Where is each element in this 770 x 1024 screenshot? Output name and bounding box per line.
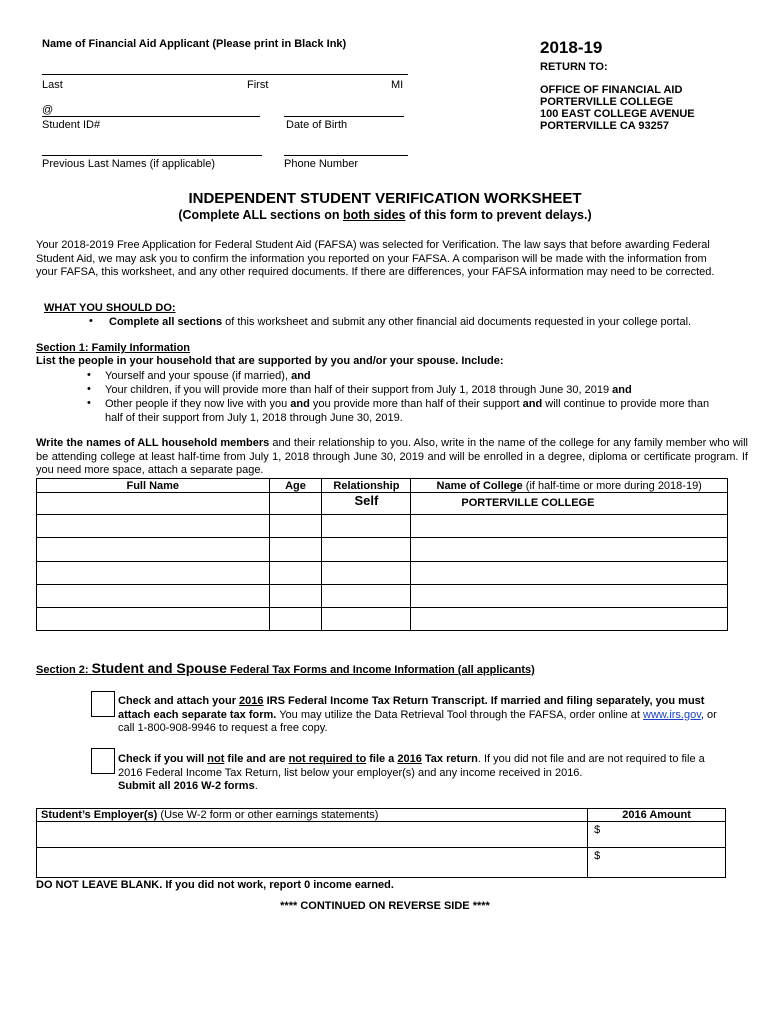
address-line: 100 EAST COLLEGE AVENUE (540, 108, 695, 120)
name-cell[interactable] (37, 515, 270, 538)
dollar-sign: $ (594, 824, 601, 836)
section1-lead (36, 355, 504, 367)
address-line: OFFICE OF FINANCIAL AID (540, 84, 683, 96)
bullet-icon: • (87, 369, 91, 381)
col-college (411, 479, 728, 493)
opt2-b: file and are (224, 753, 289, 765)
table-row (37, 562, 728, 585)
continued-note: **** CONTINUED ON REVERSE SIDE **** (280, 900, 490, 912)
page-title: INDEPENDENT STUDENT VERIFICATION WORKSHEET (188, 190, 582, 207)
b1-bold: and (291, 370, 311, 382)
table-header-row (37, 809, 726, 822)
opt2-d: Tax return (421, 753, 478, 765)
amount-cell[interactable] (588, 848, 726, 878)
transcript-checkbox[interactable] (91, 691, 115, 717)
bullet-rest: of this worksheet and submit any other financial aid documents requested in your college portal. (222, 316, 692, 328)
return-address (540, 84, 695, 132)
table-row (37, 608, 728, 631)
name-cell[interactable] (37, 562, 270, 585)
relationship-cell[interactable] (322, 608, 411, 631)
applicant-name-label: Name of Financial Aid Applicant (Please print in Black Ink) (42, 38, 347, 50)
student-id-label: Student ID# (42, 119, 101, 131)
name-cell[interactable] (37, 538, 270, 562)
mi-label: MI (391, 79, 404, 91)
address-line: PORTERVILLE COLLEGE (540, 96, 674, 108)
college-cell[interactable] (411, 608, 728, 631)
amount-cell[interactable] (588, 822, 726, 848)
b3-b: you provide more than half of their support (309, 398, 523, 410)
address-line: PORTERVILLE CA 93257 (540, 120, 669, 132)
table-row (37, 585, 728, 608)
opt1-d: , or call 1-800-908-9946 to request a free copy. (118, 708, 717, 734)
college-cell: PORTERVILLE COLLEGE (411, 493, 728, 515)
b3-and1: and (290, 398, 310, 410)
household-bullet-2 (105, 384, 632, 396)
age-cell[interactable] (269, 515, 322, 538)
what-to-do-heading: WHAT YOU SHOULD DO: (44, 302, 176, 314)
b2-text: Your children, if you will provide more than half of their support from July 1, 2018 through June 30, 2019 (105, 384, 613, 396)
col-employer (37, 809, 588, 822)
prev-names-input-line[interactable] (42, 155, 262, 156)
not-filing-option-text (118, 753, 732, 794)
b1-text: Yourself and your spouse (if married), (105, 370, 292, 382)
opt2-period: . (254, 780, 258, 792)
age-cell[interactable] (269, 562, 322, 585)
name-cell[interactable] (37, 585, 270, 608)
col-full-name: Full Name (37, 479, 270, 493)
opt2-c: file a (366, 753, 398, 765)
s2-pre: Section 2: (36, 664, 92, 676)
relationship-cell[interactable] (322, 585, 411, 608)
dob-input-line[interactable] (284, 116, 404, 117)
lead-rest: . Include: (455, 355, 504, 367)
opt2-notreq: not required to (288, 753, 367, 765)
household-instructions (36, 437, 748, 478)
opt1-a: Check and attach your (118, 695, 240, 707)
opt1-c: You may utilize the Data Retrieval Tool through the FAFSA, order online at (276, 708, 644, 721)
name-cell[interactable] (37, 493, 270, 515)
college-cell[interactable] (411, 585, 728, 608)
write-rest: and their relationship to you. Also, write in the name of the college for any family member who will be attending college at least half-time from July 1, 2018 through June 30, 2019 and will be enrolled in a degree, diploma or certificate program. If you need more space, attach a separate page. (36, 437, 749, 476)
opt2-e: . If you did not file and are not required to file a 2016 Federal Income Tax Return, list below your employer(s) and any income received in 2016. (118, 753, 705, 779)
phone-label: Phone Number (284, 158, 358, 170)
relationship-cell: Self (322, 493, 411, 515)
s2-big: Student and Spouse (91, 660, 227, 676)
household-table (36, 478, 728, 631)
table-row (37, 515, 728, 538)
col-amount: 2016 Amount (588, 809, 726, 822)
section1-heading: Section 1: Family Information (36, 342, 191, 354)
transcript-option-text (118, 695, 732, 736)
opt1-year: 2016 (239, 695, 264, 707)
section2-heading (36, 660, 535, 676)
college-header-rest: (if half-time or more during 2018-19) (522, 479, 702, 492)
return-to-label: RETURN TO: (540, 61, 608, 73)
employer-header-rest: (Use W-2 form or other earnings statements) (157, 809, 379, 821)
employer-table (36, 808, 726, 878)
subtitle-text-end: of this form to prevent delays.) (405, 208, 592, 222)
dollar-sign: $ (594, 850, 601, 862)
what-to-do-item (109, 316, 729, 328)
relationship-cell[interactable] (322, 515, 411, 538)
name-input-line[interactable] (42, 74, 408, 75)
page-subtitle (0, 208, 770, 222)
age-cell[interactable] (269, 585, 322, 608)
table-header-row (37, 479, 728, 493)
year-label: 2018-19 (540, 38, 603, 57)
subtitle-text: (Complete ALL sections on (178, 208, 343, 222)
prev-names-label: Previous Last Names (if applicable) (42, 158, 216, 170)
dob-label: Date of Birth (286, 119, 348, 131)
subtitle-underlined: both sides (342, 208, 406, 222)
phone-input-line[interactable] (284, 155, 408, 156)
write-bold: Write the names of ALL household members (36, 437, 270, 449)
student-id-input-line[interactable] (42, 116, 260, 117)
opt2-submit: Submit all 2016 W-2 forms (118, 780, 255, 792)
last-name-label: Last (42, 79, 63, 91)
college-cell[interactable] (411, 515, 728, 538)
college-header-bold: Name of College (436, 479, 523, 492)
employer-cell[interactable] (37, 822, 588, 848)
irs-link[interactable]: www.irs.gov (643, 708, 701, 721)
relationship-cell[interactable] (322, 538, 411, 562)
employer-cell[interactable] (37, 848, 588, 878)
opt1-b: IRS Federal Income Tax Return Transcript. If married and filing separately, you must attach each separate tax form. (118, 695, 705, 721)
opt2-not: not (207, 753, 225, 765)
bullet-icon: • (87, 383, 91, 395)
b3-c: will continue to provide more than half of their support from July 1, 2018 through June 30, 2019. (105, 398, 710, 424)
college-cell[interactable] (411, 562, 728, 585)
household-bullet-1 (105, 370, 311, 382)
college-cell[interactable] (411, 538, 728, 562)
table-row (37, 493, 728, 515)
s2-rest: Federal Tax Forms and Income Information (all applicants) (226, 664, 535, 676)
relationship-cell[interactable] (322, 562, 411, 585)
col-age: Age (269, 479, 322, 493)
at-symbol: @ (42, 104, 54, 116)
b3-a: Other people if they now live with you (105, 398, 291, 410)
not-filing-checkbox[interactable] (91, 748, 115, 774)
name-cell[interactable] (37, 608, 270, 631)
age-cell[interactable] (269, 493, 322, 515)
opt2-year: 2016 (397, 753, 422, 765)
bullet-icon: • (89, 315, 93, 327)
table-row (37, 538, 728, 562)
table-row (37, 848, 726, 878)
age-cell[interactable] (269, 608, 322, 631)
lead-bold: List the people in your household that are supported by you and/or your spouse (36, 355, 456, 367)
bullet-icon: • (87, 397, 91, 409)
b3-and2: and (522, 398, 543, 410)
employer-header-bold: Student’s Employer(s) (41, 809, 158, 821)
age-cell[interactable] (269, 538, 322, 562)
household-bullet-3 (105, 398, 727, 425)
table-row (37, 822, 726, 848)
b2-bold: and (612, 384, 632, 396)
no-blank-note: DO NOT LEAVE BLANK. If you did not work, report 0 income earned. (36, 879, 394, 891)
opt2-a: Check if you will (118, 753, 208, 765)
bullet-bold: Complete all sections (109, 316, 223, 328)
first-name-label: First (247, 79, 269, 91)
intro-paragraph: Your 2018-2019 Free Application for Federal Student Aid (FAFSA) was selected for Verification. The law says that before awarding Federal Student Aid, we may ask you to confirm the information you reported on your FAFSA. A comparison will be made with the information from your FAFSA, this worksheet, and any other required documents. If there are differences, your FAFSA information may need to be corrected. (36, 239, 715, 278)
col-relationship: Relationship (322, 479, 411, 493)
